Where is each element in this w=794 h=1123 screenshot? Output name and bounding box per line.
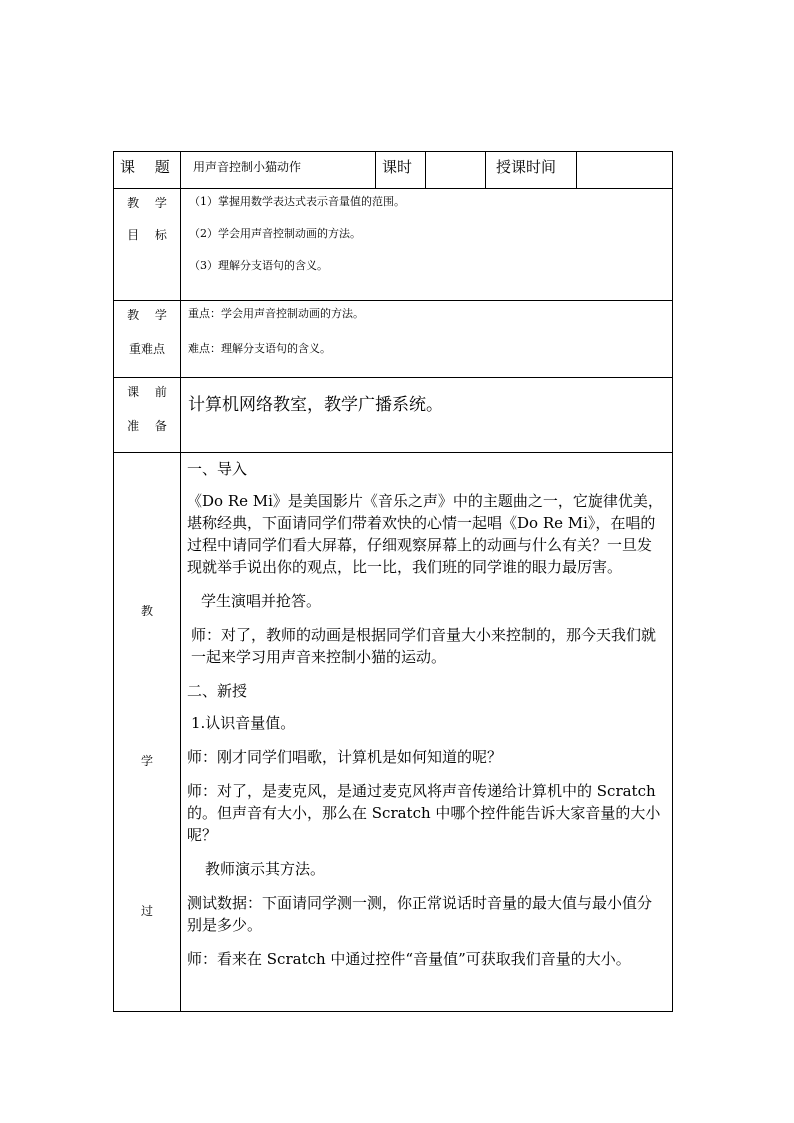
- key-points-label-line1: 教 学: [127, 308, 167, 322]
- date-label: 授课时间: [486, 152, 577, 189]
- preparation-label-line2: 准 备: [127, 419, 167, 434]
- paragraph: 《Do Re Mi》是美国影片《音乐之声》中的主题曲之一，它旋律优美，堪称经典，下面请同学们带着欢快的心情一起唱《Do Re Mi》，在唱的过程中请同学们看大屏幕，仔细观察屏幕上的动画与什么有关？一旦发现就举手说出你的观点，比一比，我们班的同学谁的眼力最厉害。: [187, 492, 663, 577]
- preparation-label: [114, 378, 181, 453]
- lesson-plan-table: [113, 151, 673, 1012]
- process-label: [114, 453, 181, 1012]
- objectives-content: [181, 189, 673, 301]
- paragraph: 师：对了，教师的动画是根据同学们音量大小来控制的，那今天我们就一起来学习用声音来控制小猫的运动。: [191, 626, 657, 667]
- subject-label: 课 题: [114, 152, 181, 189]
- key-points-label: [114, 301, 181, 378]
- objectives-label-line1: 教 学: [127, 196, 167, 210]
- date-value: [577, 152, 673, 189]
- subject-value: 用声音控制小猫动作: [181, 152, 376, 189]
- period-label: 课时: [376, 152, 426, 189]
- section-heading: 一、导入: [187, 460, 248, 479]
- objectives-label: [114, 189, 181, 301]
- paragraph: 师：对了，是麦克风，是通过麦克风将声音传递给计算机中的 Scratch 的。但声音有大小，那么在 Scratch 中哪个控件能告诉大家音量的大小呢？: [187, 782, 661, 845]
- key-point: 重点：学会用声音控制动画的方法。: [188, 307, 364, 320]
- key-points-content: [181, 301, 673, 378]
- header-row: [114, 152, 673, 189]
- process-content: [181, 453, 673, 1012]
- objectives-label-line2: 目 标: [127, 228, 167, 242]
- objective-item: （2）学会用声音控制动画的方法。: [189, 227, 361, 241]
- process-row: [114, 453, 673, 1012]
- preparation-label-line1: 课 前: [127, 385, 167, 400]
- paragraph: 测试数据：下面请同学测一测，你正常说话时音量的最大值与最小值分别是多少。: [187, 894, 653, 935]
- objective-item: （1）掌握用数学表达式表示音量值的范围。: [189, 195, 405, 208]
- process-label-char: 学: [140, 754, 153, 769]
- paragraph: 师：看来在 Scratch 中通过控件“音量值”可获取我们音量的大小。: [187, 950, 631, 969]
- preparation-row: [114, 378, 673, 453]
- section-heading: 二、新授: [187, 682, 248, 701]
- difficulty-point: 难点：理解分支语句的含义。: [188, 342, 331, 356]
- process-label-char: 教: [140, 604, 153, 619]
- preparation-content: 计算机网络教室，教学广播系统。: [181, 378, 673, 453]
- process-label-char: 过: [140, 904, 153, 919]
- key-points-label-line2: 重难点: [128, 342, 165, 356]
- objective-item: （3）理解分支语句的含义。: [189, 259, 328, 273]
- objectives-row: [114, 189, 673, 301]
- paragraph: 师：刚才同学们唱歌，计算机是如何知道的呢？: [187, 748, 503, 767]
- paragraph: 学生演唱并抢答。: [201, 592, 322, 611]
- key-points-row: [114, 301, 673, 378]
- period-value: [426, 152, 486, 189]
- paragraph: 1.认识音量值。: [191, 714, 296, 733]
- paragraph: 教师演示其方法。: [205, 860, 326, 879]
